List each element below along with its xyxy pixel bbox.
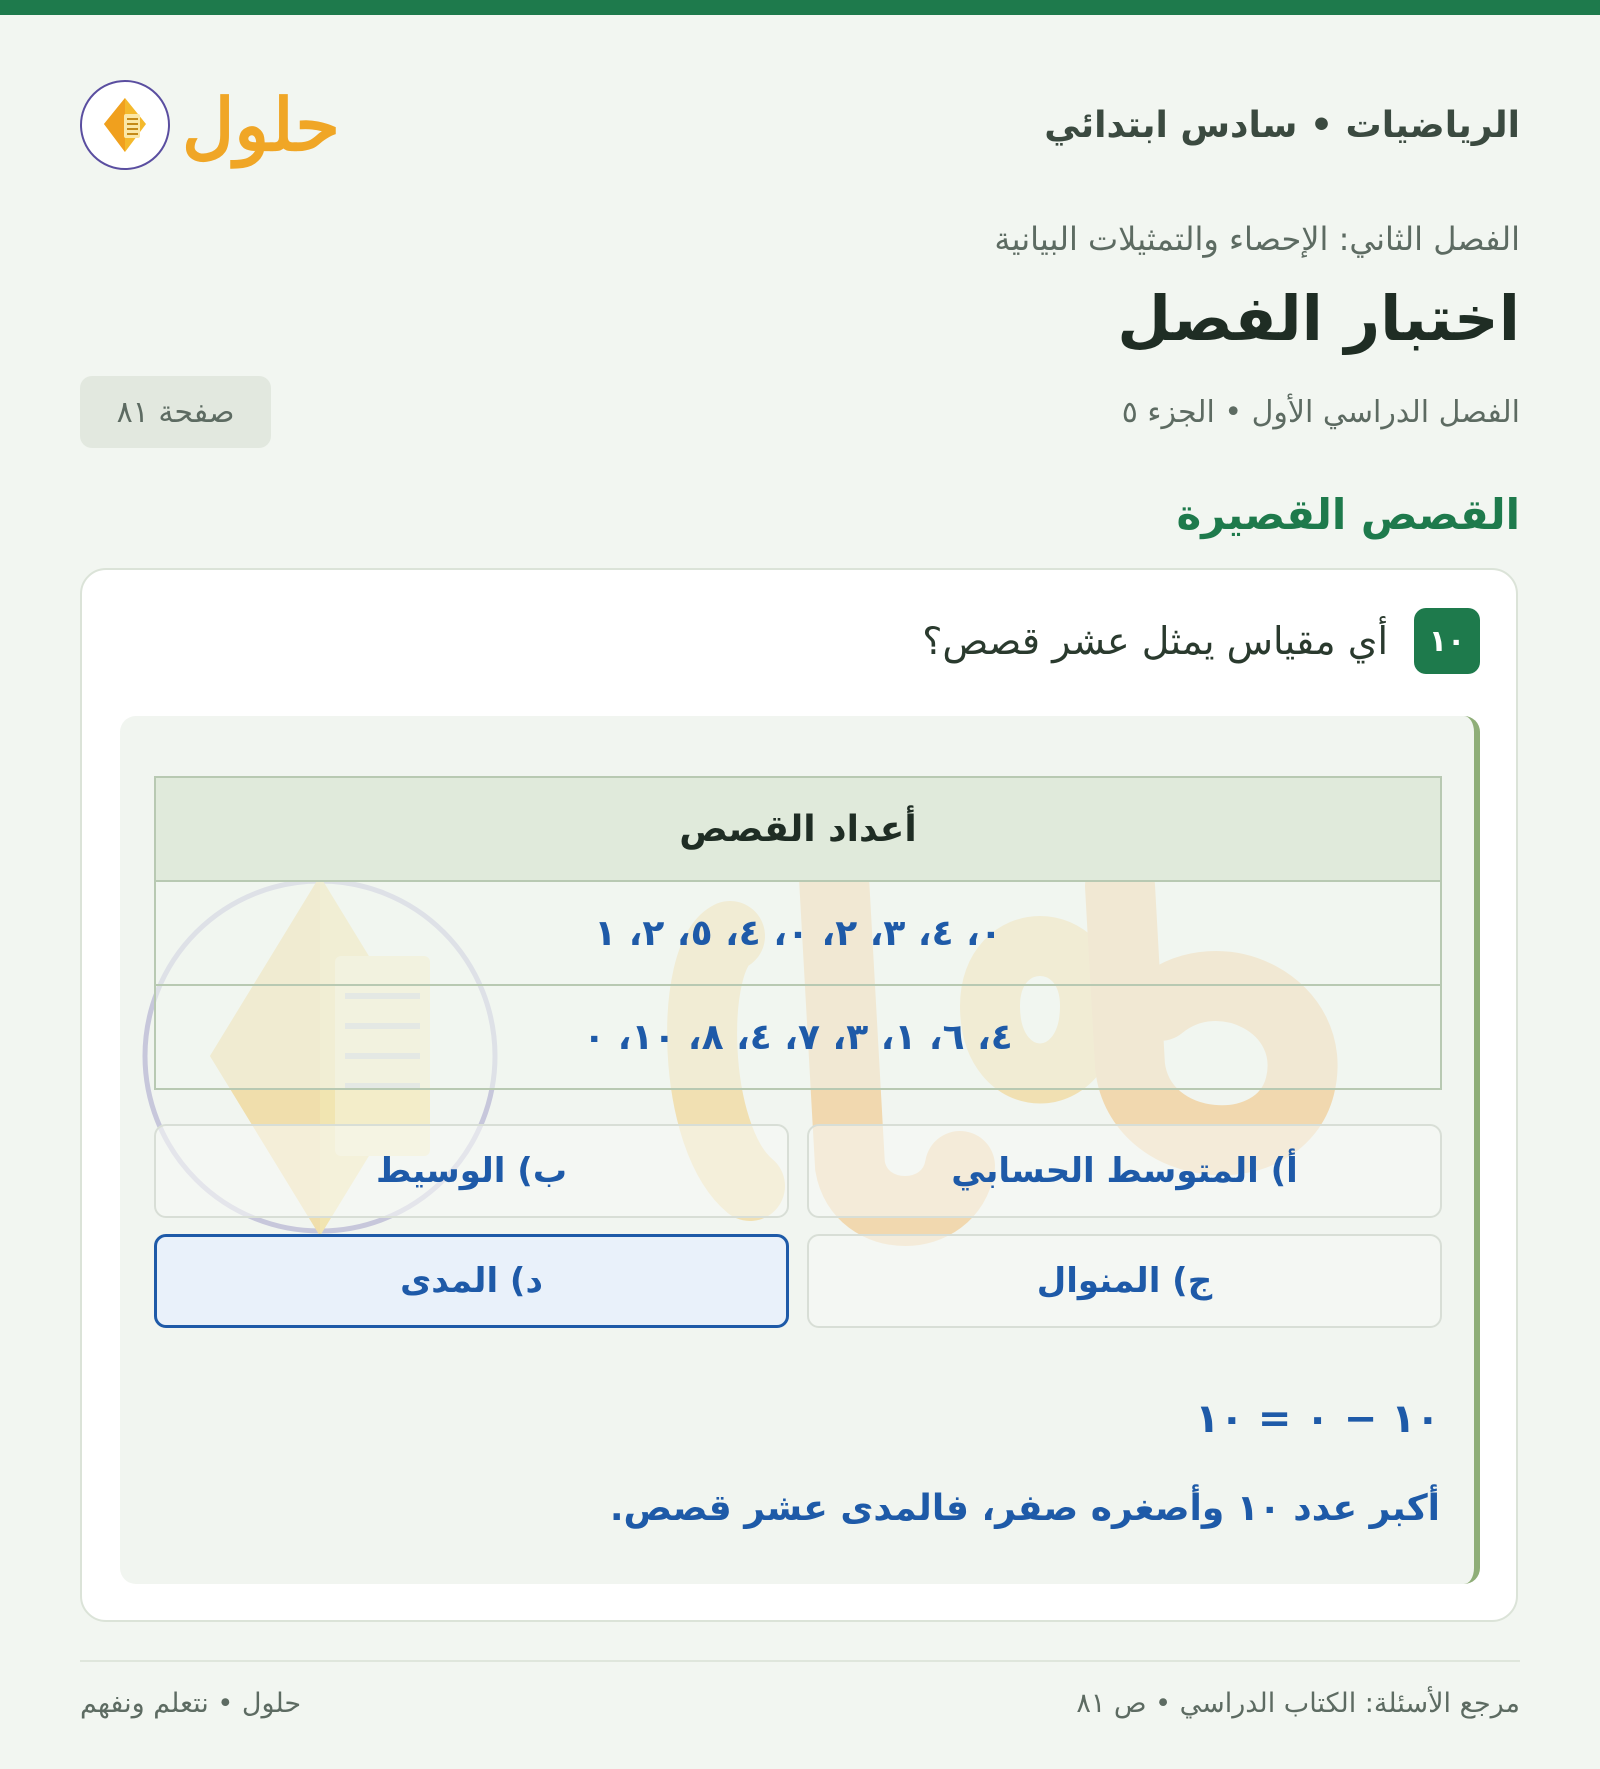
stories-table <box>154 776 1442 1090</box>
answer-box <box>120 716 1480 1584</box>
option-d-selected[interactable]: د) المدى <box>154 1234 789 1328</box>
term-label: الفصل الدراسي الأول • الجزء ٥ <box>1121 394 1520 430</box>
option-c[interactable]: ج) المنوال <box>807 1234 1442 1328</box>
book-icon <box>80 80 170 170</box>
question-header <box>922 608 1480 674</box>
footer-divider <box>80 1660 1520 1662</box>
answer-options <box>154 1124 1442 1328</box>
table-row <box>155 985 1441 1089</box>
page-title: اختبار الفصل <box>1117 282 1520 355</box>
table-row <box>155 881 1441 985</box>
page-badge: صفحة ٨١ <box>80 376 271 448</box>
table-header: أعداد القصص <box>155 777 1441 881</box>
option-b[interactable]: ب) الوسيط <box>154 1124 789 1218</box>
question-card <box>80 568 1518 1622</box>
footer-reference: مرجع الأسئلة: الكتاب الدراسي • ص ٨١ <box>1076 1688 1520 1719</box>
top-accent-bar <box>0 0 1600 15</box>
solution-explanation: أكبر عدد ١٠ وأصغره صفر، فالمدى عشر قصص. <box>609 1488 1440 1529</box>
table-cell: ٠، ٤، ٣، ٢، ٠، ٤، ٥، ٢، ١ <box>155 881 1441 985</box>
question-text: أي مقياس يمثل عشر قصص؟ <box>922 619 1388 663</box>
brand-logo[interactable] <box>80 80 340 170</box>
page-footer <box>80 1688 1520 1719</box>
page-header <box>80 60 1520 190</box>
subject-title: الرياضيات • سادس ابتدائي <box>1044 104 1520 146</box>
option-a[interactable]: أ) المتوسط الحسابي <box>807 1124 1442 1218</box>
section-title: القصص القصيرة <box>1176 490 1520 539</box>
question-number-badge: ١٠ <box>1414 608 1480 674</box>
footer-brand[interactable]: حلول • نتعلم ونفهم <box>80 1688 302 1719</box>
logo-wordmark: حلول <box>182 82 340 167</box>
meta-row <box>80 376 1520 448</box>
solution-equation: ١٠ − ٠ = ١٠ <box>1195 1396 1440 1442</box>
chapter-label: الفصل الثاني: الإحصاء والتمثيلات البيانية <box>994 220 1520 258</box>
table-cell: ٤، ٦، ١، ٣، ٧، ٤، ٨، ١٠، ٠ <box>155 985 1441 1089</box>
